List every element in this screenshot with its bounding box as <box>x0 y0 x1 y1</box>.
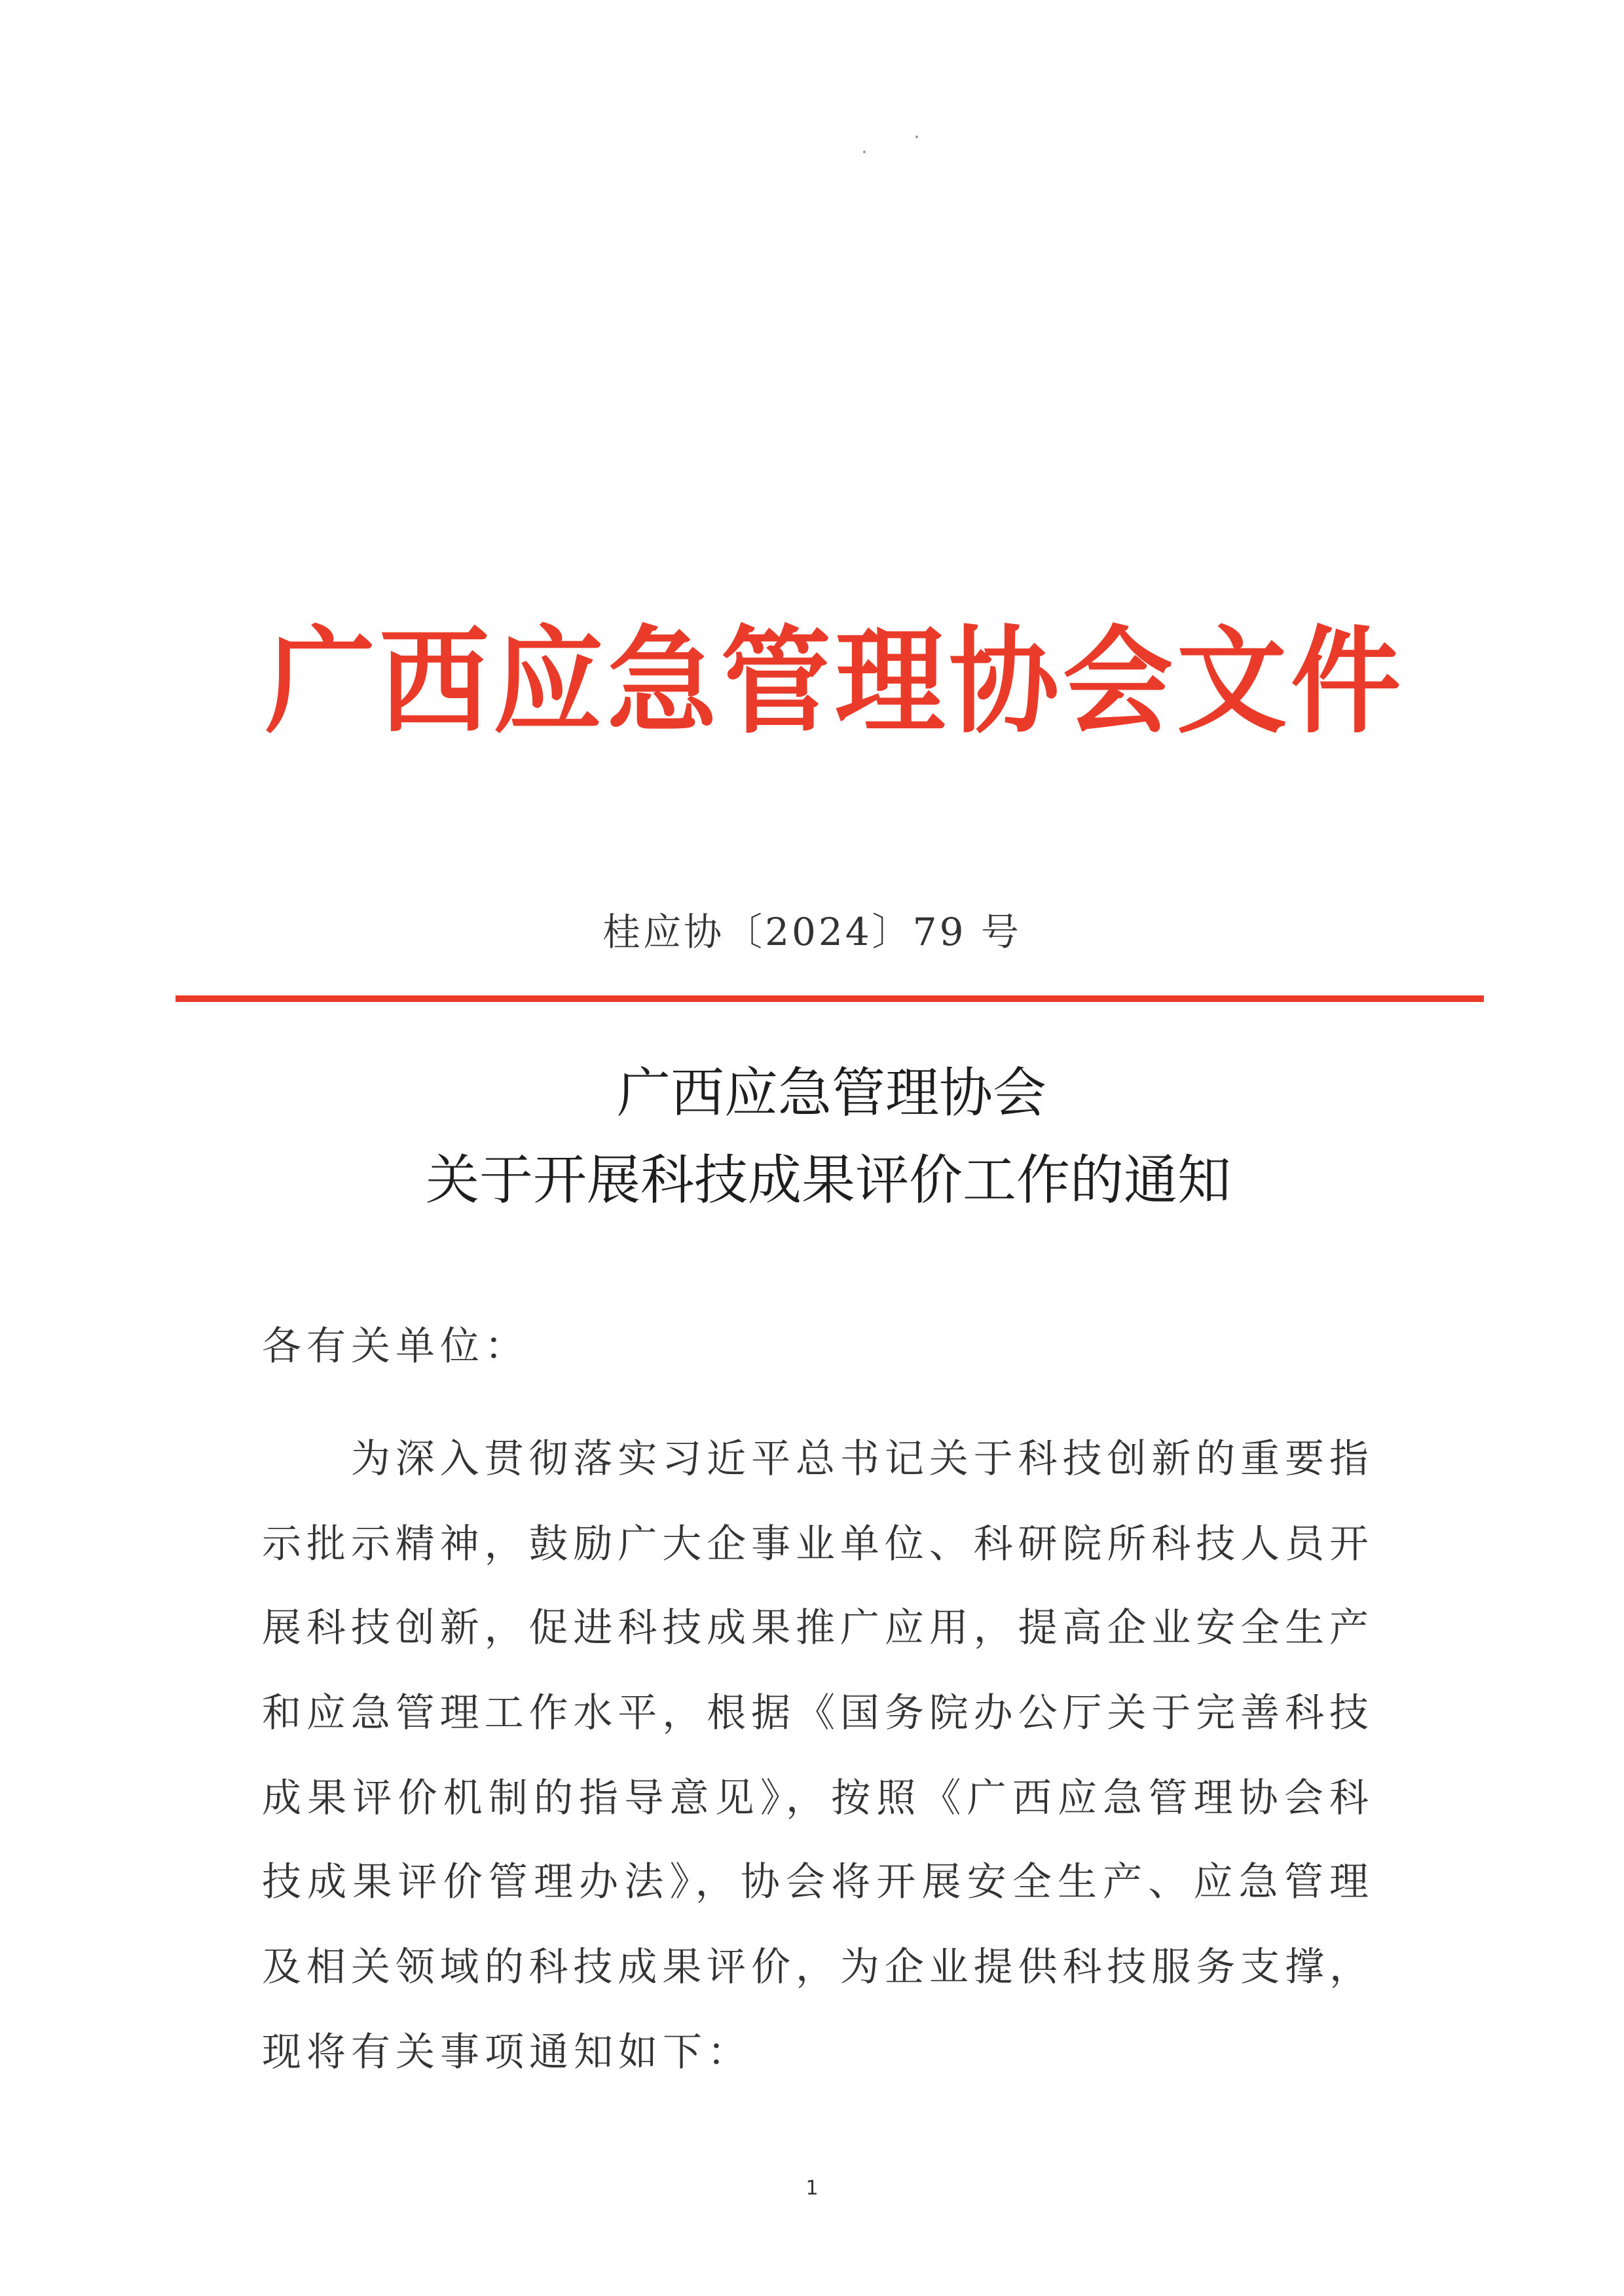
document-title-line-2: 关于开展科技成果评价工作的通知 <box>425 1149 1231 1212</box>
body-line: 展科技创新，促进科技成果推广应用，提高企业安全生产 <box>262 1605 1369 1651</box>
body-line: 及相关领域的科技成果评价，为企业提供科技服务支撑， <box>262 1944 1369 1990</box>
body-line: 为深入贯彻落实习近平总书记关于科技创新的重要指 <box>262 1436 1369 1482</box>
body-line: 技成果评价管理办法》，协会将开展安全生产、应急管理 <box>262 1859 1369 1905</box>
page-number: 1 <box>805 2177 819 2200</box>
body-line: 成果评价机制的指导意见》，按照《广西应急管理协会科 <box>262 1775 1369 1821</box>
document-title-line-1: 广西应急管理协会 <box>616 1062 1046 1124</box>
salutation: 各有关单位： <box>262 1324 529 1369</box>
body-line: 和应急管理工作水平，根据《国务院办公厅关于完善科技 <box>262 1690 1369 1736</box>
red-divider-rule <box>175 995 1484 1002</box>
masthead-title: 广西应急管理协会文件 <box>265 613 1405 749</box>
scan-speck <box>863 151 866 153</box>
scan-speck <box>915 136 918 138</box>
body-line: 现将有关事项通知如下： <box>262 2029 752 2075</box>
document-number: 桂应协〔2024〕79 号 <box>602 910 1022 954</box>
body-line: 示批示精神，鼓励广大企事业单位、科研院所科技人员开 <box>262 1521 1369 1567</box>
